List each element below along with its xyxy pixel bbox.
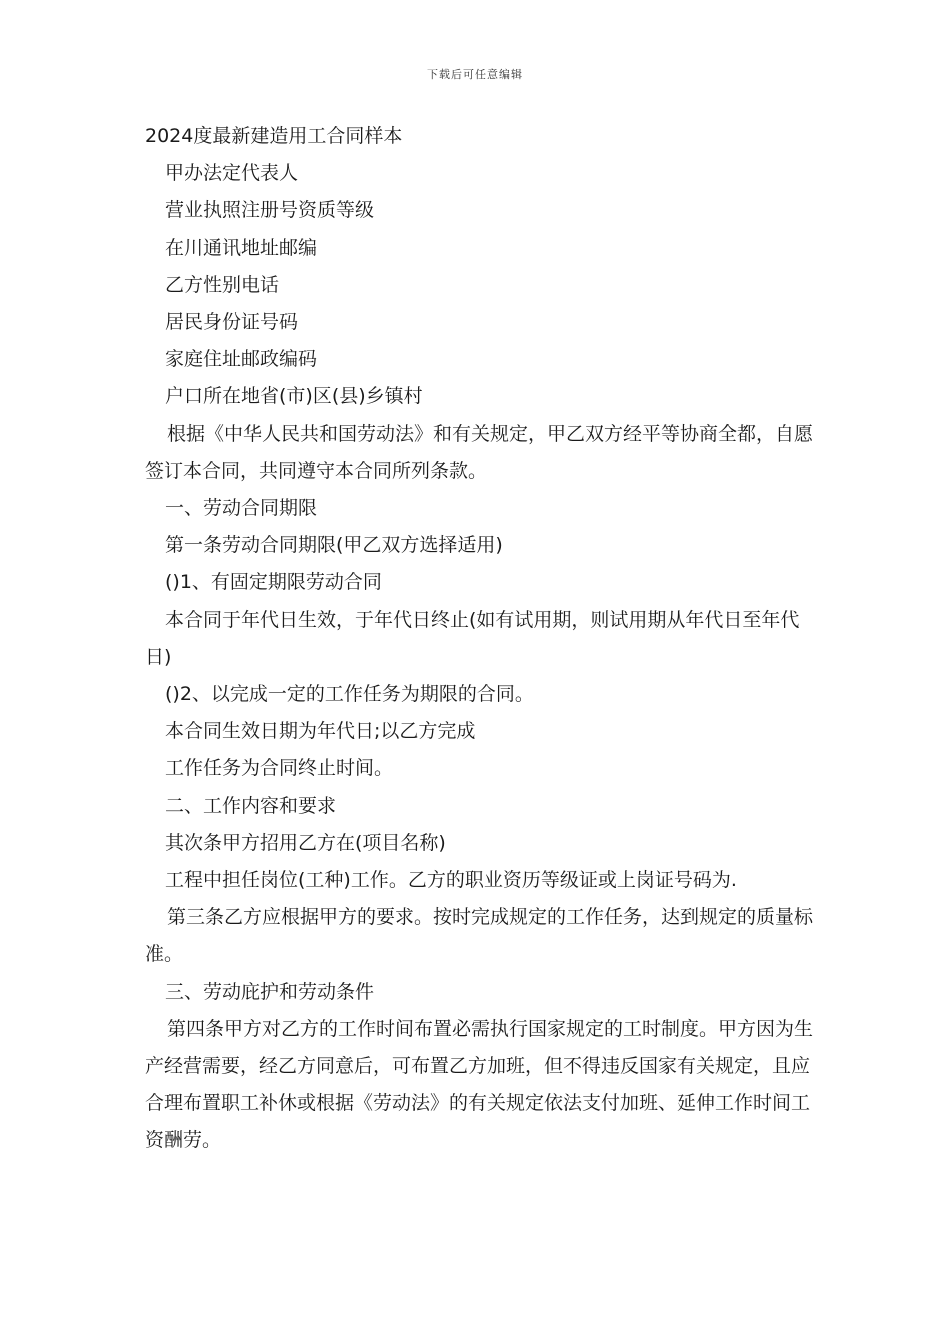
article-1: 第一条劳动合同期限(甲乙双方选择适用): [165, 534, 503, 557]
option-fixed-term: ()1、有固定期限劳动合同: [165, 571, 382, 594]
id-number-line: 居民身份证号码: [165, 311, 299, 334]
page-header-note: 下载后可任意编辑: [427, 68, 523, 81]
article-3: 第三条乙方应根据甲方的要求。按时完成规定的工作任务，达到规定的质量标准。: [145, 906, 814, 966]
article-2: 其次条甲方招用乙方在(项目名称): [165, 831, 446, 854]
task-term-end-line: 工作任务为合同终止时间。: [165, 757, 394, 780]
document-title: 2024度最新建造用工合同样本: [145, 125, 403, 147]
household-registration-line: 户口所在地省(市)区(县)乡镇村: [165, 385, 423, 408]
party-b-line: 乙方性别电话: [165, 273, 280, 296]
article-2-continued: 工程中担任岗位(工种)工作。乙方的职业资历等级证或上岗证号码为.: [165, 869, 737, 892]
option-task-term: ()2、以完成一定的工作任务为期限的合同。: [165, 683, 534, 706]
document-body: [145, 118, 815, 1160]
article-4: 第四条甲方对乙方的工作时间布置必需执行国家规定的工时制度。甲方因为生产经营需要，经乙方同意后，可布置乙方加班，但不得违反国家有关规定，且应合理布置职工补休或根据《劳动法》的有关规定依法支付加班、延伸工作时间工资酬劳。: [145, 1017, 814, 1152]
party-a-representative-line: 甲办法定代表人: [165, 162, 299, 185]
task-term-effective-line: 本合同生效日期为年代日;以乙方完成: [165, 720, 476, 743]
section-heading-term: 一、劳动合同期限: [165, 497, 318, 520]
business-license-line: 营业执照注册号资质等级: [165, 199, 375, 222]
section-heading-work: 二、工作内容和要求: [165, 794, 337, 817]
fixed-term-paragraph: 本合同于年代日生效，于年代日终止(如有试用期，则试用期从年代日至年代日): [145, 608, 800, 668]
section-heading-protection: 三、劳动庇护和劳动条件: [165, 980, 375, 1003]
address-postcode-line: 在川通讯地址邮编: [165, 236, 318, 259]
home-address-line: 家庭住址邮政编码: [165, 348, 318, 371]
preamble-paragraph: 根据《中华人民共和国劳动法》和有关规定，甲乙双方经平等协商全都，自愿签订本合同，共同遵守本合同所列条款。: [145, 422, 814, 482]
